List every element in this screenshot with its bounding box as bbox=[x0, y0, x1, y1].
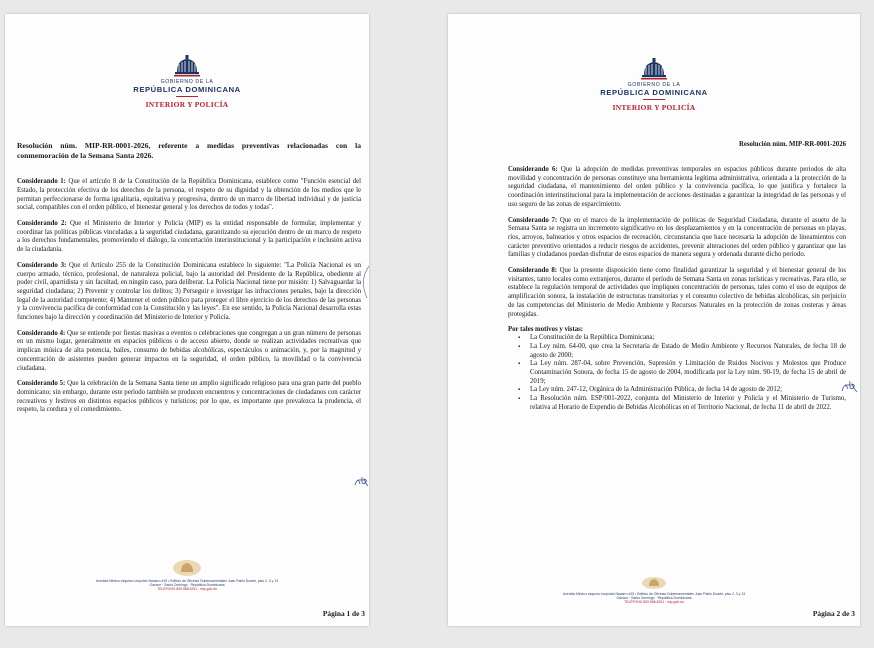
considerando-label: Considerando 7: bbox=[508, 216, 558, 224]
footer-address bbox=[5, 579, 369, 592]
considerando-3 bbox=[17, 262, 361, 323]
considerando-text: Que la adopción de medidas preventivas temporales en espacios públicos durante periodos de alta movilidad y concentración de personas constituye una herramienta legítima administrativa, orientada a la protección de la seguridad ciudadana, el mantenimiento del orden público y la convivencia pacífica, lo que justifica y fortalece la coordinación interinstitucional para la implementación de acciones destinadas a garantizar la integridad de las personas y el uso seguro de las zonas de esparcimiento. bbox=[508, 166, 846, 208]
page-number: Página 2 de 3 bbox=[812, 609, 855, 618]
considerando-5 bbox=[17, 380, 361, 415]
resolution-reference: Resolución núm. MIP-RR-0001-2026 bbox=[738, 141, 846, 148]
list-item: ▪ La Ley núm. 287-04, sobre Prevención, Supresión y Limitación de Ruidos Nocivos y Molestos que Produce Contaminación Sonora, de fecha 15 de agosto de 2004, modificada por la Ley núm. 90-19, de fecha 15 de abril de 2019; bbox=[530, 360, 846, 386]
considerando-text: Que la celebración de la Semana Santa tiene un amplio significado religioso para una gran parte del pueblo dominicano; sin embargo, durante este período también se producen encuentros y concentraciones de ciudadanos con carácter recreativos y festivos en distintos espacios públicos y turísticos; por lo que, es importante que prevalezca la prudencia, el respeto, la cordura y el comedimiento. bbox=[17, 380, 361, 414]
considerando-text: Que se entiende por fiestas masivas a eventos o celebraciones que congregan a un gran número de personas en un mismo lugar, generalmente en espacios públicos o de acceso abierto, donde se realizan actividades recreativas que implican música de alta potencia, bailes, consumo de bebidas alcohólicas, espectáculos o animación, y, por la magnitud y concentración de asistentes pueden generar impactos en la seguridad, el orden público, la movilidad o la convivencia ciudadana. bbox=[17, 329, 361, 372]
footer-address-line: Avenida México esquina Leopoldo Navarro #19 • Edificio de Oficinas Gubernamentales Juan Pablo Duarte, piso 2, 3 y 13 bbox=[562, 592, 746, 596]
considerando-label: Considerando 3: bbox=[17, 261, 67, 269]
header-divider bbox=[176, 96, 198, 97]
header-divider bbox=[643, 99, 665, 100]
page-1-body bbox=[17, 141, 361, 422]
header-gobierno: GOBIERNO DE LA bbox=[627, 82, 681, 88]
considerando-label: Considerando 4: bbox=[17, 329, 66, 337]
considerando-8 bbox=[508, 267, 846, 319]
considerando-1 bbox=[17, 178, 361, 213]
footer-emblem-icon bbox=[641, 576, 667, 590]
considerando-6 bbox=[508, 166, 846, 210]
document-page-1 bbox=[5, 14, 369, 626]
page-footer bbox=[5, 559, 369, 592]
header-department: INTERIOR Y POLICÍA bbox=[145, 100, 229, 109]
letterhead bbox=[448, 57, 860, 112]
considerando-text: Que en el marco de la implementación de políticas de Seguridad Ciudadana, durante el asueto de la Semana Santa se registra un incremento significativo en los desplazamientos y en la concentración de personas en playas, ríos, arroyos, balnearios y otros espacios de recreación, circunstancia que hace necesaria la adopción de lineamientos con carácter preventivo orientados a reducir riesgos de accidentes, prevenir alteraciones del orden público y garantizar que las familias y ciudadanos puedan disfrutar de estos espacios de manera segura y ordenada durante dicho periodo. bbox=[508, 216, 846, 259]
coat-of-arms-logo bbox=[639, 57, 669, 81]
footer-address-line: Gazcue · Santo Domingo · República Dominicana bbox=[616, 596, 692, 601]
list-item: ▪ La Ley núm. 247-12, Orgánica de la Administración Pública, de fecha 14 de agosto de 2012; bbox=[530, 386, 846, 395]
header-gobierno: GOBIERNO DE LA bbox=[160, 79, 214, 85]
considerando-label: Considerando 8: bbox=[508, 267, 558, 275]
letterhead bbox=[5, 54, 369, 109]
considerando-text: Que el Artículo 255 de la Constitución Dominicana establece lo siguiente: "La Policía Nacional es un cuerpo armado, técnico, profesional, de naturaleza policial, bajo la autoridad del Presidente de la República, obediente al poder civil, apartidista y sin facultad, en ningún caso, para deliberar. La Policía Nacional tiene por misión: 1) Salvaguardar la seguridad ciudadana; 2) Prevenir y controlar los delitos; 3) Perseguir e investigar las infracciones penales, bajo la dirección legal de la autoridad competente; 4) Mantener el orden público para proteger el libre ejercicio de los derechos de las personas y la convivencia pacífica de conformidad con la Constitución y las leyes". En ese sentido, la Policía Nacional desarrolla estas funciones bajo la dirección y coordinación del Ministerio de Interior y Policía. bbox=[17, 261, 361, 322]
considerando-2 bbox=[17, 220, 361, 255]
considerando-text: Que el Ministerio de Interior y Policía (MIP) es la entidad responsable de formular, implementar y coordinar las políticas públicas vinculadas a la seguridad ciudadana, garantizando su ejecución dentro de un marco de respeto a los derechos fundamentales, promoviendo el diálogo, la concertación interinstitucional y la participación e inclusión activa de la ciudadanía. bbox=[17, 220, 362, 254]
considerando-text: Que la presente disposición tiene como finalidad garantizar la seguridad y el bienestar general de los visitantes, tanto locales como extranjeros, durante el período de Semana Santa en zonas turísticas y recreativas. Para ello, se establece la regulación temporal de actividades que impliquen concentración de personas, tales como el uso de equipos de amplificación sonora, la instalación de estructuras transitorias y el consumo colectivo de bebidas alcohólicas, sin perjuicio de las competencias del Ministerio de Medio Ambiente y Recursos Naturales en la protección de zonas costeras y áreas protegidas. bbox=[508, 267, 846, 318]
resolution-title: Resolución núm. MIP-RR-0001-2026, referente a medidas preventivas relacionadas con la conmemoración de la Semana Santa 2026. bbox=[17, 141, 361, 160]
header-department: INTERIOR Y POLICÍA bbox=[612, 103, 696, 112]
considerando-label: Considerando 6: bbox=[508, 166, 558, 173]
page-2-body bbox=[508, 166, 846, 413]
footer-address-line: Gazcue · Santo Domingo · República Dominicana bbox=[149, 583, 225, 588]
header-republica: REPÚBLICA DOMINICANA bbox=[600, 88, 708, 97]
footer-emblem-icon bbox=[172, 559, 202, 577]
considerando-4 bbox=[17, 330, 361, 374]
coat-of-arms-logo bbox=[172, 54, 202, 78]
list-item: ▪ La Constitución de la República Dominicana; bbox=[530, 334, 846, 343]
considerando-7 bbox=[508, 217, 846, 261]
considerando-label: Considerando 2: bbox=[17, 220, 67, 227]
footer-address-line: Avenida México esquina Leopoldo Navarro #19 • Edificio de Oficinas Gubernamentales Juan Pablo Duarte, piso 2, 3 y 13 bbox=[95, 579, 279, 583]
footer-contact-line: TELÉFONO 809 686 6251 · mip.gob.do bbox=[624, 600, 684, 605]
list-item: ▪ La Ley núm. 64-00, que crea la Secretaría de Estado de Medio Ambiente y Recursos Naturales, de fecha 18 de agosto de 2000; bbox=[530, 343, 846, 360]
considerando-label: Considerando 1: bbox=[17, 178, 66, 186]
margin-pen-mark bbox=[357, 264, 369, 300]
list-item: ▪ La Resolución núm. ESP/001-2022, conjunta del Ministerio de Interior y Policía y el Ministerio de Turismo, relativa al Horario de Expendio de Bebidas Alcohólicas en el Territorio Nacional, de fecha 11 de abril de 2022. bbox=[530, 395, 846, 412]
motivos-heading: Por tales motivos y vistas: bbox=[508, 326, 584, 334]
initials-signature bbox=[353, 474, 369, 488]
document-page-2 bbox=[448, 14, 860, 626]
initials-signature bbox=[840, 378, 858, 394]
considerando-text: Que el artículo 8 de la Constitución de la República Dominicana, establece como "Función esencial del Estado, la protección efectiva de los derechos de la persona, el respeto de su dignidad y la obtención de los medios que le permitan perfeccionarse de forma igualitaria, equitativa y progresiva, dentro de un marco de libertad individual y de justicia social, compatibles con el orden público, el bienestar general y los derechos de todos y todas". bbox=[17, 178, 361, 212]
page-footer bbox=[448, 576, 860, 605]
considerando-label: Considerando 5: bbox=[17, 380, 66, 388]
motivos-list bbox=[508, 334, 846, 412]
header-republica: REPÚBLICA DOMINICANA bbox=[133, 85, 241, 94]
footer-contact-line: TELÉFONO 809 686 6251 · mip.gob.do bbox=[157, 587, 217, 592]
footer-address bbox=[448, 592, 860, 605]
page-number: Página 1 de 3 bbox=[322, 609, 365, 618]
